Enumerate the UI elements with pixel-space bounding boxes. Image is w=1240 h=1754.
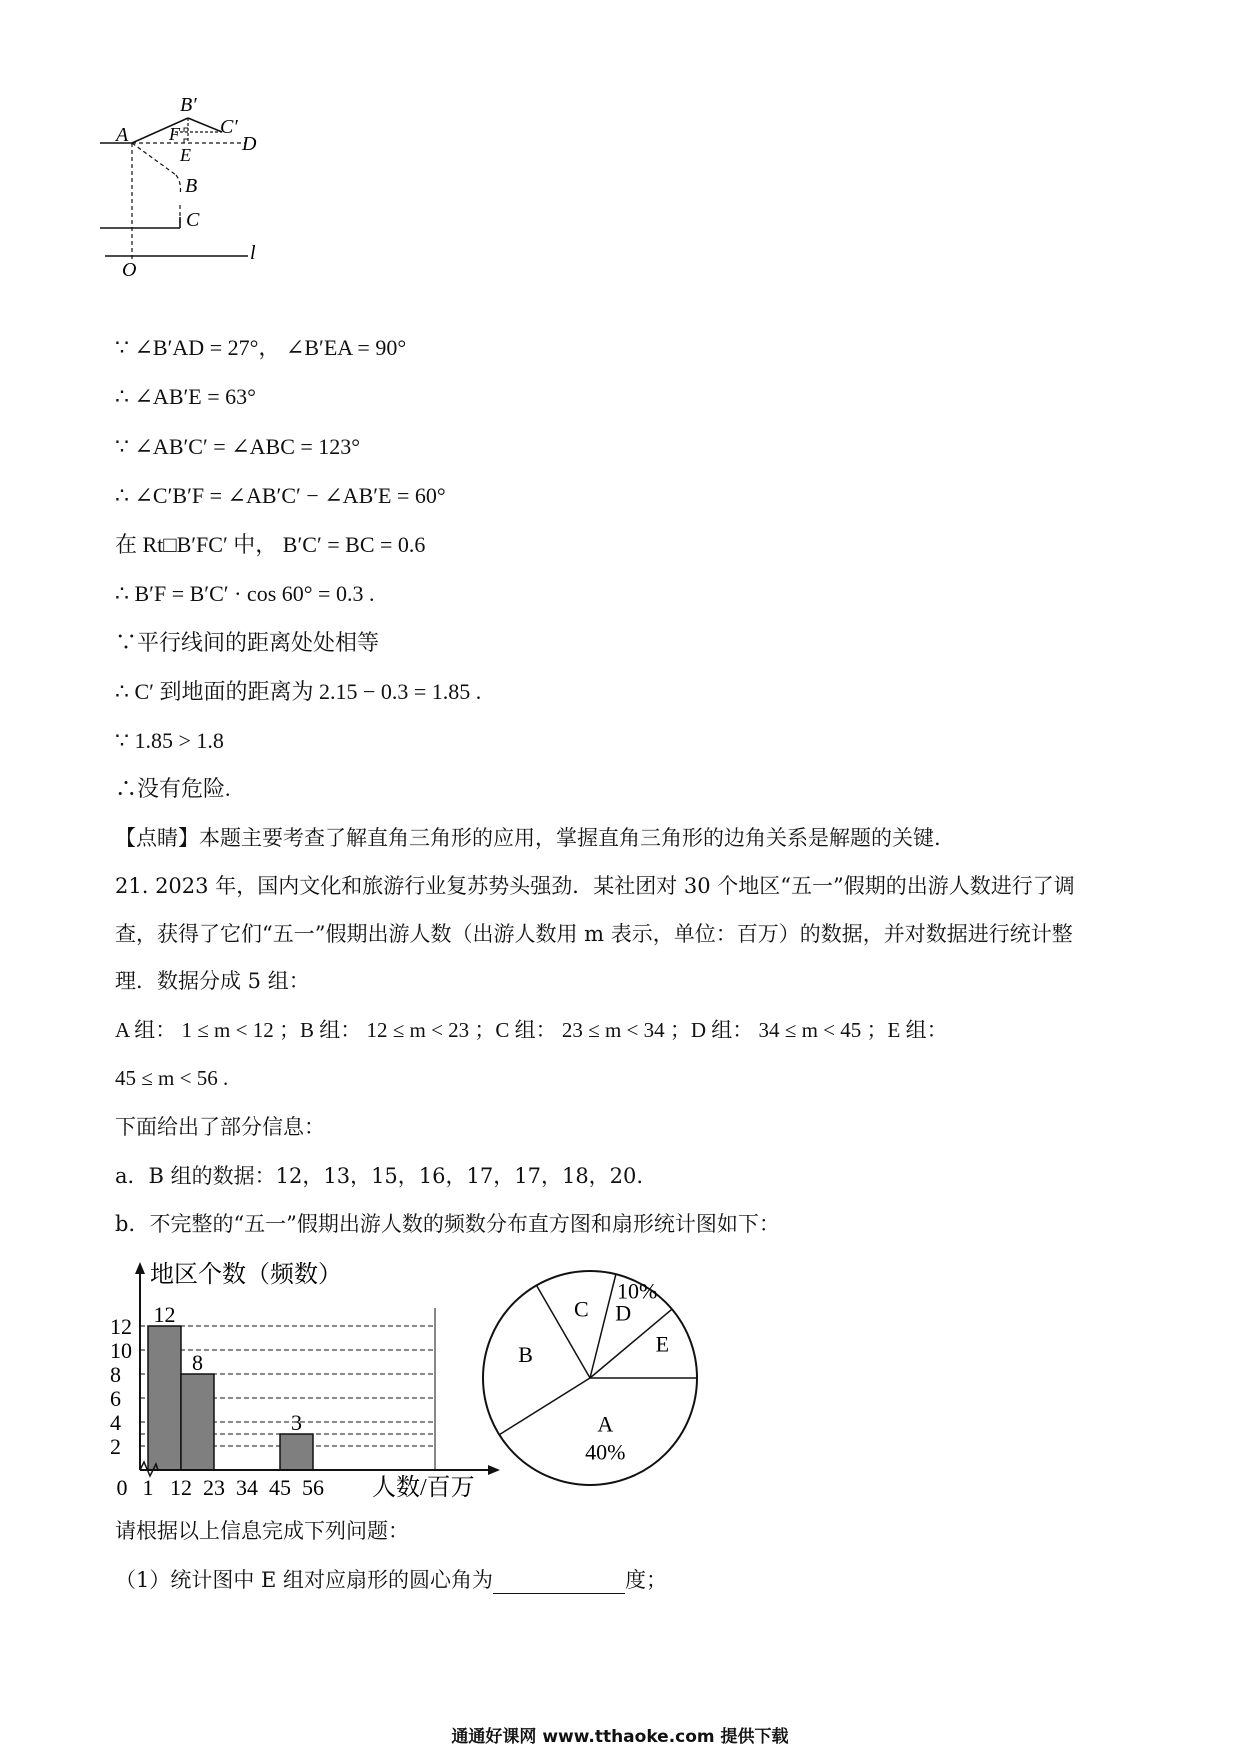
solution-line-2: ∴ ∠AB′E = 63° <box>115 384 256 409</box>
label-c: C <box>186 209 200 231</box>
footer: 通通好课网 www.tthaoke.com 提供下载 <box>451 1727 789 1747</box>
pie-percent-label: 10% <box>617 1278 658 1304</box>
histogram-data-label: 12 <box>153 1302 176 1327</box>
label-f: F <box>169 124 180 144</box>
problem-line-3: 理．数据分成 5 组： <box>115 969 310 993</box>
histogram-y-tick: 8 <box>110 1362 121 1387</box>
histogram-bar <box>280 1434 313 1470</box>
pie-slice-label: B <box>518 1341 533 1367</box>
question-1 <box>115 1566 667 1594</box>
problem-line-8: b．不完整的“五一”假期出游人数的频数分布直方图和扇形统计图如下： <box>115 1212 780 1236</box>
pie-slice-label: A <box>597 1411 614 1437</box>
comment-note: 【点睛】本题主要考查了解直角三角形的应用，掌握直角三角形的边角关系是解题的关键. <box>115 826 941 850</box>
histogram-chart <box>110 1250 510 1510</box>
histogram-y-tick: 12 <box>110 1314 132 1339</box>
histogram-x-tick: 23 <box>203 1475 225 1500</box>
geometry-figure <box>100 95 300 310</box>
solution-line-3: ∵ ∠AB′C′ = ∠ABC = 123° <box>115 434 361 459</box>
pie-chart <box>470 1258 730 1508</box>
histogram-bar <box>181 1374 214 1470</box>
pie-slice-boundary <box>499 1378 590 1435</box>
problem-line-6: 下面给出了部分信息： <box>115 1115 325 1139</box>
histogram-data-label: 3 <box>291 1410 302 1435</box>
histogram-x-tick: 34 <box>236 1475 258 1500</box>
pie-slice-boundary <box>590 1274 616 1378</box>
histogram-bar <box>148 1326 181 1470</box>
answer-blank <box>493 1571 625 1594</box>
histogram-xlabel: 人数/百万 <box>372 1475 475 1501</box>
solution-line-9: ∵ 1.85 > 1.8 <box>115 728 224 753</box>
question-1-prefix: （1）统计图中 E 组对应扇形的圆心角为 <box>115 1568 494 1592</box>
histogram-x-tick: 1 <box>142 1475 154 1500</box>
histogram-x-tick: 56 <box>302 1475 324 1500</box>
pie-percent-label: 40% <box>585 1439 626 1465</box>
histogram-ylabel: 地区个数（频数） <box>150 1262 342 1288</box>
histogram-y-tick: 4 <box>110 1410 121 1435</box>
label-d: D <box>242 133 257 155</box>
after-chart-text: 请根据以上信息完成下列问题： <box>115 1519 409 1543</box>
problem-line-5: 45 ≤ m < 56 . <box>115 1066 229 1090</box>
label-o: O <box>122 259 137 281</box>
label-a: A <box>116 124 129 146</box>
solution-line-6: ∴ B′F = B′C′ · cos 60° = 0.3 . <box>115 581 375 606</box>
solution-line-5: 在 Rt□B′FC′ 中， B′C′ = BC = 0.6 <box>115 532 426 557</box>
label-e: E <box>180 145 191 165</box>
solution-line-1: ∵ ∠B′AD = 27°， ∠B′EA = 90° <box>115 335 407 360</box>
label-l: l <box>250 242 256 264</box>
label-b-prime: B′ <box>180 95 197 116</box>
histogram-x-tick: 0 <box>116 1475 128 1500</box>
histogram-data-label: 8 <box>192 1350 203 1375</box>
solution-line-10: ∴没有危险. <box>115 776 231 801</box>
histogram-y-tick: 10 <box>110 1338 132 1363</box>
problem-line-2: 查，获得了它们“五一”假期出游人数（出游人数用 m 表示，单位：百万）的数据，并对数据进行统计整 <box>115 922 1073 946</box>
pie-slice-label: E <box>655 1331 670 1357</box>
histogram-y-tick: 6 <box>110 1386 121 1411</box>
solution-line-7: ∵平行线间的距离处处相等 <box>115 630 380 655</box>
histogram-y-tick: 2 <box>110 1434 121 1459</box>
solution-line-8: ∴ C′ 到地面的距离为 2.15 − 0.3 = 1.85 . <box>115 679 482 704</box>
label-c-prime: C′ <box>220 116 238 138</box>
histogram-x-tick: 45 <box>269 1475 291 1500</box>
question-1-suffix: 度； <box>625 1568 668 1592</box>
label-b: B <box>185 175 198 197</box>
problem-line-1: 21. 2023 年，国内文化和旅游行业复苏势头强劲．某社团对 30 个地区“五一”假期的出游人数进行了调 <box>115 874 1075 898</box>
problem-line-4: A 组： 1 ≤ m < 12 ；B 组： 12 ≤ m < 23 ；C 组： 23 ≤ m < 34 ；D 组： 34 ≤ m < 45 ；E 组： <box>115 1018 948 1042</box>
pie-slice-label: D <box>615 1300 632 1326</box>
pie-slice-label: C <box>574 1296 589 1322</box>
solution-line-4: ∴ ∠C′B′F = ∠AB′C′ − ∠AB′E = 60° <box>115 483 446 508</box>
histogram-x-tick: 12 <box>170 1475 192 1500</box>
problem-line-7: a．B 组的数据：12，13，15，16，17，17，18，20. <box>115 1164 644 1188</box>
